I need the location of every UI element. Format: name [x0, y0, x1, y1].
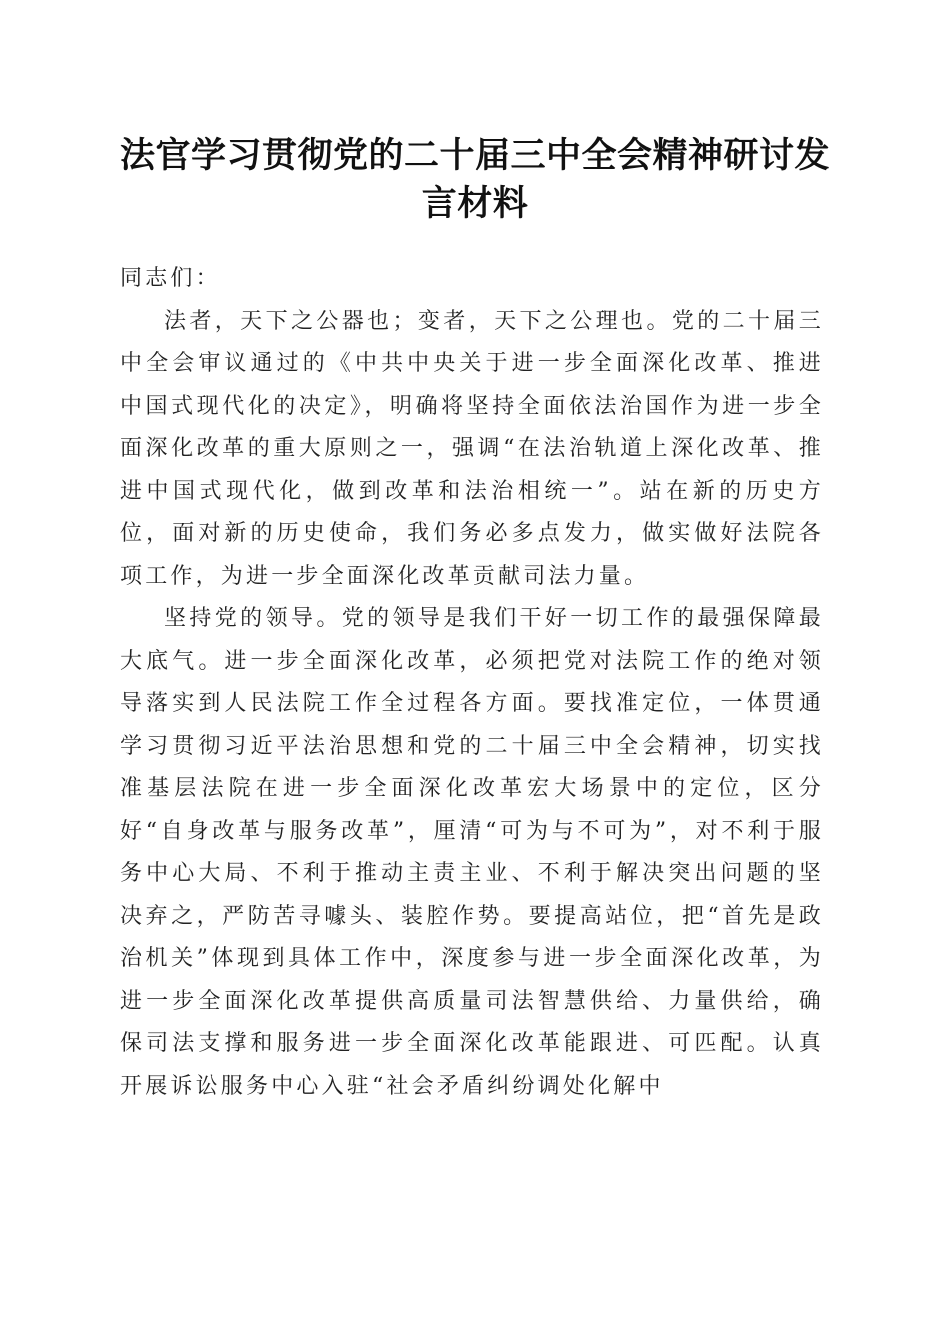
paragraph-party-leadership: 坚持党的领导。党的领导是我们干好一切工作的最强保障最大底气。进一步全面深化改革，必须把党对法院工作的绝对领导落实到人民法院工作全过程各方面。要找准定位，一体贯通学习贯彻习近平法治思想和党的二十届三中全会精神，切实找准基层法院在进一步全面深化改革宏大场景中的定位，区分好“自身改革与服务改革”，厘清“可为与不可为”，对不利于服务中心大局、不利于推动主责主业、不利于解决突出问题的坚决弃之，严防苦寻噱头、装腔作势。要提高站位，把“首先是政治机关”体现到具体工作中，深度参与进一步全面深化改革，为进一步全面深化改革提供高质量司法智慧供给、力量供给，确保司法支撑和服务进一步全面深化改革能跟进、可匹配。认真开展诉讼服务中心入驻“社会矛盾纠纷调处化解中 [120, 606, 824, 1099]
document-title: 法官学习贯彻党的二十届三中全会精神研讨发言材料 [119, 135, 830, 224]
salutation: 同志们： [120, 266, 221, 291]
document-body [120, 258, 824, 1108]
paragraph-intro: 法者，天下之公器也；变者，天下之公理也。党的二十届三中全会审议通过的《中共中央关于进一步全面深化改革、推进中国式现代化的决定》，明确将坚持全面依法治国作为进一步全面深化改革的重大原则之一，强调“在法治轨道上深化改革、推进中国式现代化，做到改革和法治相统一”。站在新的历史方位，面对新的历史使命，我们务必多点发力，做实做好法院各项工作，为进一步全面深化改革贡献司法力量。 [120, 308, 824, 589]
